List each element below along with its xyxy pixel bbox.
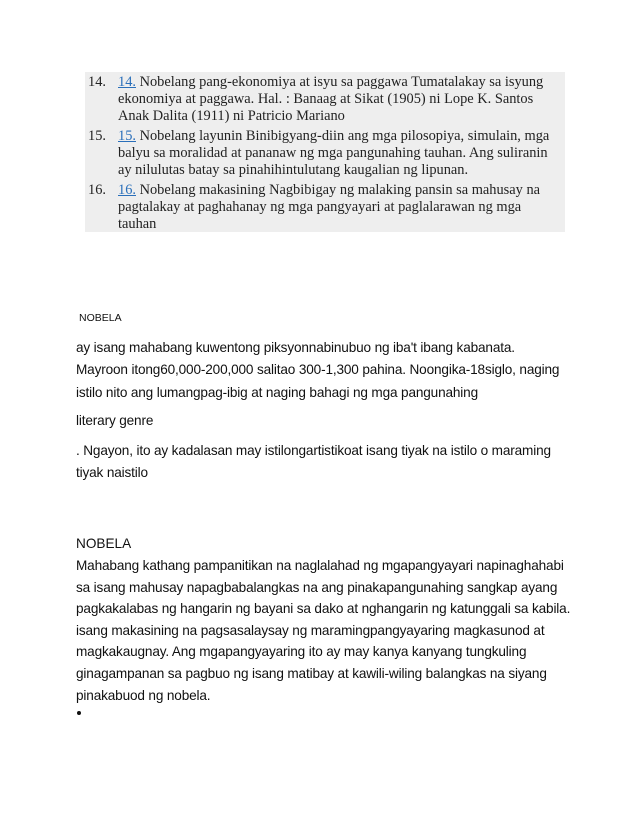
- section-heading: NOBELA: [79, 312, 122, 324]
- paragraph-line: Mayroon itong60,000-200,000 salitao 300-1,300 pahina. Noongika-18siglo, naging: [76, 362, 560, 377]
- list-item-link[interactable]: 14.: [118, 74, 136, 90]
- paragraph-line: sa isang mahusay napagbabalangkas na ang pinakapangunahing sangkap ayang: [76, 580, 558, 595]
- paragraph-line: ginagampanan sa pagbuo ng isang matibay at kawili-wiling balangkas na siyang: [76, 666, 547, 681]
- numbered-list-box: [85, 72, 565, 232]
- paragraph-line: pagkakalabas ng hangarin ng bayani sa dako at nghangarin ng katunggali sa kabila.: [76, 601, 571, 616]
- paragraph-line: magkakaugnay. Ang mgapangyayaring ito ay may kanya kanyang tungkuling: [76, 644, 527, 659]
- paragraph-line: isang makasining na pagsasalaysay ng maramingpangyayaring magkasunod at: [76, 623, 545, 638]
- list-item-text: balyu sa moralidad at pananaw ng mga pangunahing tauhan. Ang suliranin: [118, 145, 548, 161]
- list-item-text: Nobelang makasining Nagbibigay ng malaking pansin sa mahusay na: [136, 182, 541, 198]
- list-item: [88, 74, 543, 125]
- list-number: 14.: [88, 74, 106, 90]
- paragraph-line: tiyak naistilo: [76, 465, 148, 480]
- list-item-text: Anak Dalita (1911) ni Patricio Mariano: [118, 108, 345, 124]
- paragraph-line: literary genre: [76, 413, 154, 428]
- list-item-text: ekonomiya at paggawa. Hal. : Banaag at Sikat (1905) ni Lope K. Santos: [118, 91, 534, 107]
- list-item-link[interactable]: 16.: [118, 182, 136, 198]
- list-item-text: ay nilulutas batay sa pinahihintulutang kaugalian ng lipunan.: [118, 162, 469, 178]
- list-item: [88, 128, 549, 179]
- bullet-icon: [77, 711, 81, 715]
- paragraph-line: . Ngayon, ito ay kadalasan may istilongartistikoat isang tiyak na istilo o maraming: [76, 443, 551, 458]
- list-item-link[interactable]: 15.: [118, 128, 136, 144]
- list-item-text: Nobelang layunin Binibigyang-diin ang mga pilosopiya, simulain, mga: [136, 128, 550, 144]
- list-item-text: Nobelang pang-ekonomiya at isyu sa paggawa Tumatalakay sa isyung: [136, 74, 544, 90]
- paragraph-line: Mahabang kathang pampanitikan na naglalahad ng mgapangyayari napinaghahabi: [76, 558, 564, 573]
- list-number: 15.: [88, 128, 106, 144]
- paragraph-line: ay isang mahabang kuwentong piksyonnabinubuo ng iba't ibang kabanata.: [76, 340, 515, 355]
- list-item: [88, 182, 540, 233]
- list-item-text: tauhan: [118, 216, 157, 232]
- paragraph-line: istilo nito ang lumangpag-ibig at naging bahagi ng mga pangunahing: [76, 385, 479, 400]
- paragraph-line: pinakabuod ng nobela.: [76, 688, 211, 703]
- list-item-text: pagtalakay at paghahanay ng mga pangyayari at paglalarawan ng mga: [118, 199, 522, 215]
- list-number: 16.: [88, 182, 106, 198]
- section-heading: NOBELA: [76, 536, 132, 551]
